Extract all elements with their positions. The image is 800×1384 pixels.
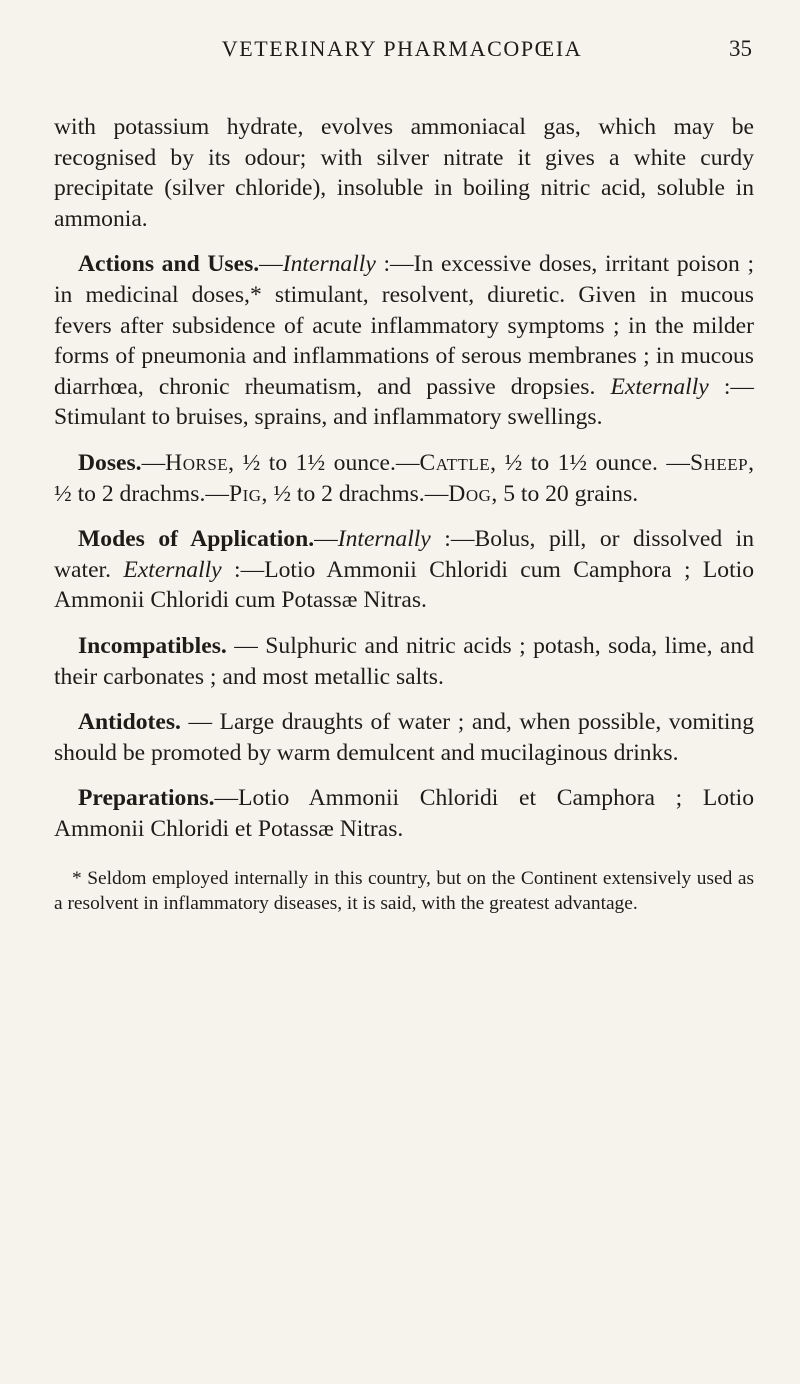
modes-text: :—Lotio Ammonii Chloridi cum Camphora ; Lotio Ammonii Chloridi cum Potassæ Nitras. [54,556,755,614]
internally-label: Internally [282,251,376,278]
animal-sheep: Sheep [689,449,749,476]
doses-text: , ½ to 2 drachms.— [261,480,449,507]
dash: — [259,251,283,278]
externally-label: Externally [610,373,709,400]
animal-pig: Pig [228,480,262,507]
antidotes-heading: Antidotes. [78,709,181,736]
doses-text: , ½ to 2 drachms.— [54,449,755,507]
preparations-heading: Preparations. [78,785,215,812]
footnote: * Seldom employed internally in this country, but on the Continent extensively used as a resolvent in inflammatory diseases, it is said, with the greatest advantage. [54,868,754,915]
incompatibles-text: — Sulphuric and nitric acids ; potash, soda, lime, and their carbonates ; and most metallic salts. [54,632,754,690]
animal-cattle: Cattle [419,449,491,476]
preparations-paragraph [54,783,754,844]
doses-heading: Doses. [78,449,142,476]
internally-label: Internally [337,526,431,553]
doses-paragraph [54,448,754,509]
doses-text: , ½ to 1½ ounce.— [228,449,420,476]
intro-paragraph: with potassium hydrate, evolves ammoniacal gas, which may be recognised by its odour; with silver nitrate it gives a white curdy precipitate (silver chloride), insoluble in boiling nitric acid, soluble in ammonia. [54,114,754,232]
incompatibles-heading: Incompatibles. [78,632,227,659]
modes-heading: Modes of Application. [78,526,315,553]
antidotes-text: — Large draughts of water ; and, when possible, vomiting should be promoted by warm demulcent and mucilaginous drinks. [54,709,754,766]
modes-paragraph [54,524,754,616]
actions-uses-paragraph [54,249,754,433]
page-body [54,112,754,936]
actions-internal-text: :—In excessive doses, irritant poison ; in medicinal doses,* stimulant, resolvent, diuretic. Given in mucous fevers after subsidence of acute inflammatory symptoms ; in the milder forms of pneumonia and inflammations of serous membranes ; in mucous diarrhœa, chronic rheumatism, and passive dropsies. [54,251,754,400]
incompatibles-paragraph [54,631,754,692]
doses-text: , 5 to 20 grains. [491,480,639,507]
modes-text: :—Bolus, pill, or dissolved in water. [54,526,755,583]
actions-uses-heading: Actions and Uses. [78,251,260,278]
doses-text: — [141,449,166,476]
preparations-text: —Lotio Ammonii Chloridi et Camphora ; Lotio Ammonii Chloridi et Potassæ Nitras. [54,785,754,842]
externally-label: Externally [123,556,222,583]
doses-text: , ½ to 1½ ounce. — [490,449,690,476]
page-header [52,36,752,76]
antidotes-paragraph [54,707,754,768]
modes-text: — [314,526,338,553]
running-title: VETERINARY PHARMACOPŒIA [221,36,583,61]
actions-external-text: :—Stimulant to bruises, sprains, and inflammatory swellings. [54,373,754,431]
animal-horse: Horse [165,449,229,476]
animal-dog: Dog [448,480,492,507]
page-number: 35 [729,36,752,61]
